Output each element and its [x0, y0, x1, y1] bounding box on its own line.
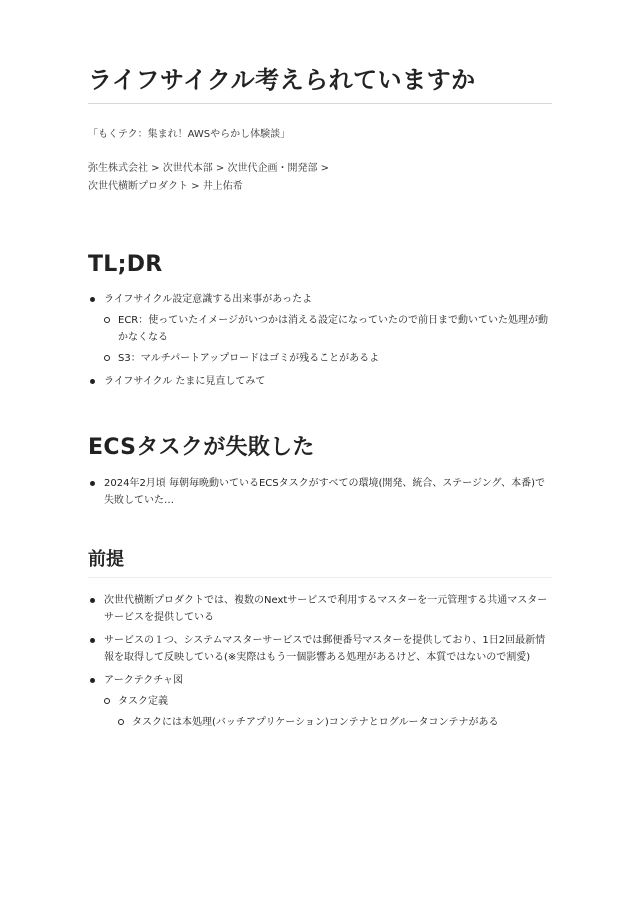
list-item: [88, 291, 552, 367]
list-item: [88, 475, 552, 509]
list-item: [88, 373, 552, 390]
bullet-dot: [90, 598, 95, 603]
list-item-text: ECR：使っていたイメージがいつかは消える設定になっていたので前日まで動いていた処理が動かなくなる: [118, 315, 548, 343]
ecs-heading: ECSタスクが失敗した: [88, 435, 315, 460]
list-item-text: アークテクチャ図: [104, 675, 183, 686]
list-item-text: 2024年2月頃 毎朝毎晩動いているECSタスクがすべての環境(開発、統合、ステージング、本番)で失敗していた…: [104, 478, 545, 506]
bullet-dot: [90, 379, 95, 384]
bullet-dot: [90, 297, 95, 302]
premise-list: [88, 592, 552, 731]
sub-sub-list: [118, 714, 552, 731]
page-title: ライフサイクル考えられていますか: [88, 60, 552, 104]
section-tldr: [88, 252, 552, 390]
section-premise: [88, 545, 552, 731]
list-item: [88, 592, 552, 626]
sub-list: [104, 312, 552, 367]
event-name: 「もくテク：集まれ！AWSやらかし体験談」: [88, 129, 291, 140]
list-item: [104, 350, 552, 367]
list-item: [118, 714, 552, 731]
bullet-dot: [90, 678, 95, 683]
list-item: [88, 672, 552, 731]
list-item: [104, 693, 552, 731]
list-item: [104, 312, 552, 346]
list-item-text: タスク定義: [118, 696, 168, 707]
bullet-circle: [118, 719, 124, 725]
affiliation-line-2: 次世代横断プロダクト > 井上佑希: [88, 181, 243, 192]
author-affiliation: [88, 160, 552, 196]
list-item-text: S3：マルチパートアップロードはゴミが残ることがあるよ: [118, 353, 380, 364]
bullet-circle: [104, 698, 110, 704]
bullet-dot: [90, 638, 95, 643]
ecs-list: [88, 475, 552, 509]
affiliation-line-1: 弥生株式会社 > 次世代本部 > 次世代企画・開発部 >: [88, 163, 330, 174]
list-item-text: ライフサイクル たまに見直してみて: [104, 376, 266, 387]
list-item: [88, 632, 552, 666]
list-item-text: サービスの１つ、システムマスターサービスでは郵便番号マスターを提供しており、1日2回最新情報を取得して反映している(※実際はもう一個影響ある処理があるけど、本質ではないので割愛): [104, 635, 546, 663]
tldr-heading: TL;DR: [88, 252, 163, 277]
bullet-circle: [104, 355, 110, 361]
section-ecs-task-failed: [88, 430, 552, 509]
list-item-text: ライフサイクル設定意識する出来事があったよ: [104, 294, 313, 305]
sub-list: [104, 693, 552, 731]
tldr-list: [88, 291, 552, 390]
premise-heading: 前提: [88, 545, 552, 578]
list-item-text: 次世代横断プロダクトでは、複数のNextサービスで利用するマスターを一元管理する共通マスターサービスを提供している: [104, 595, 548, 623]
bullet-dot: [90, 481, 95, 486]
bullet-circle: [104, 317, 110, 323]
list-item-text: タスクには本処理(バッチアプリケーション)コンテナとログルータコンテナがある: [132, 717, 499, 728]
